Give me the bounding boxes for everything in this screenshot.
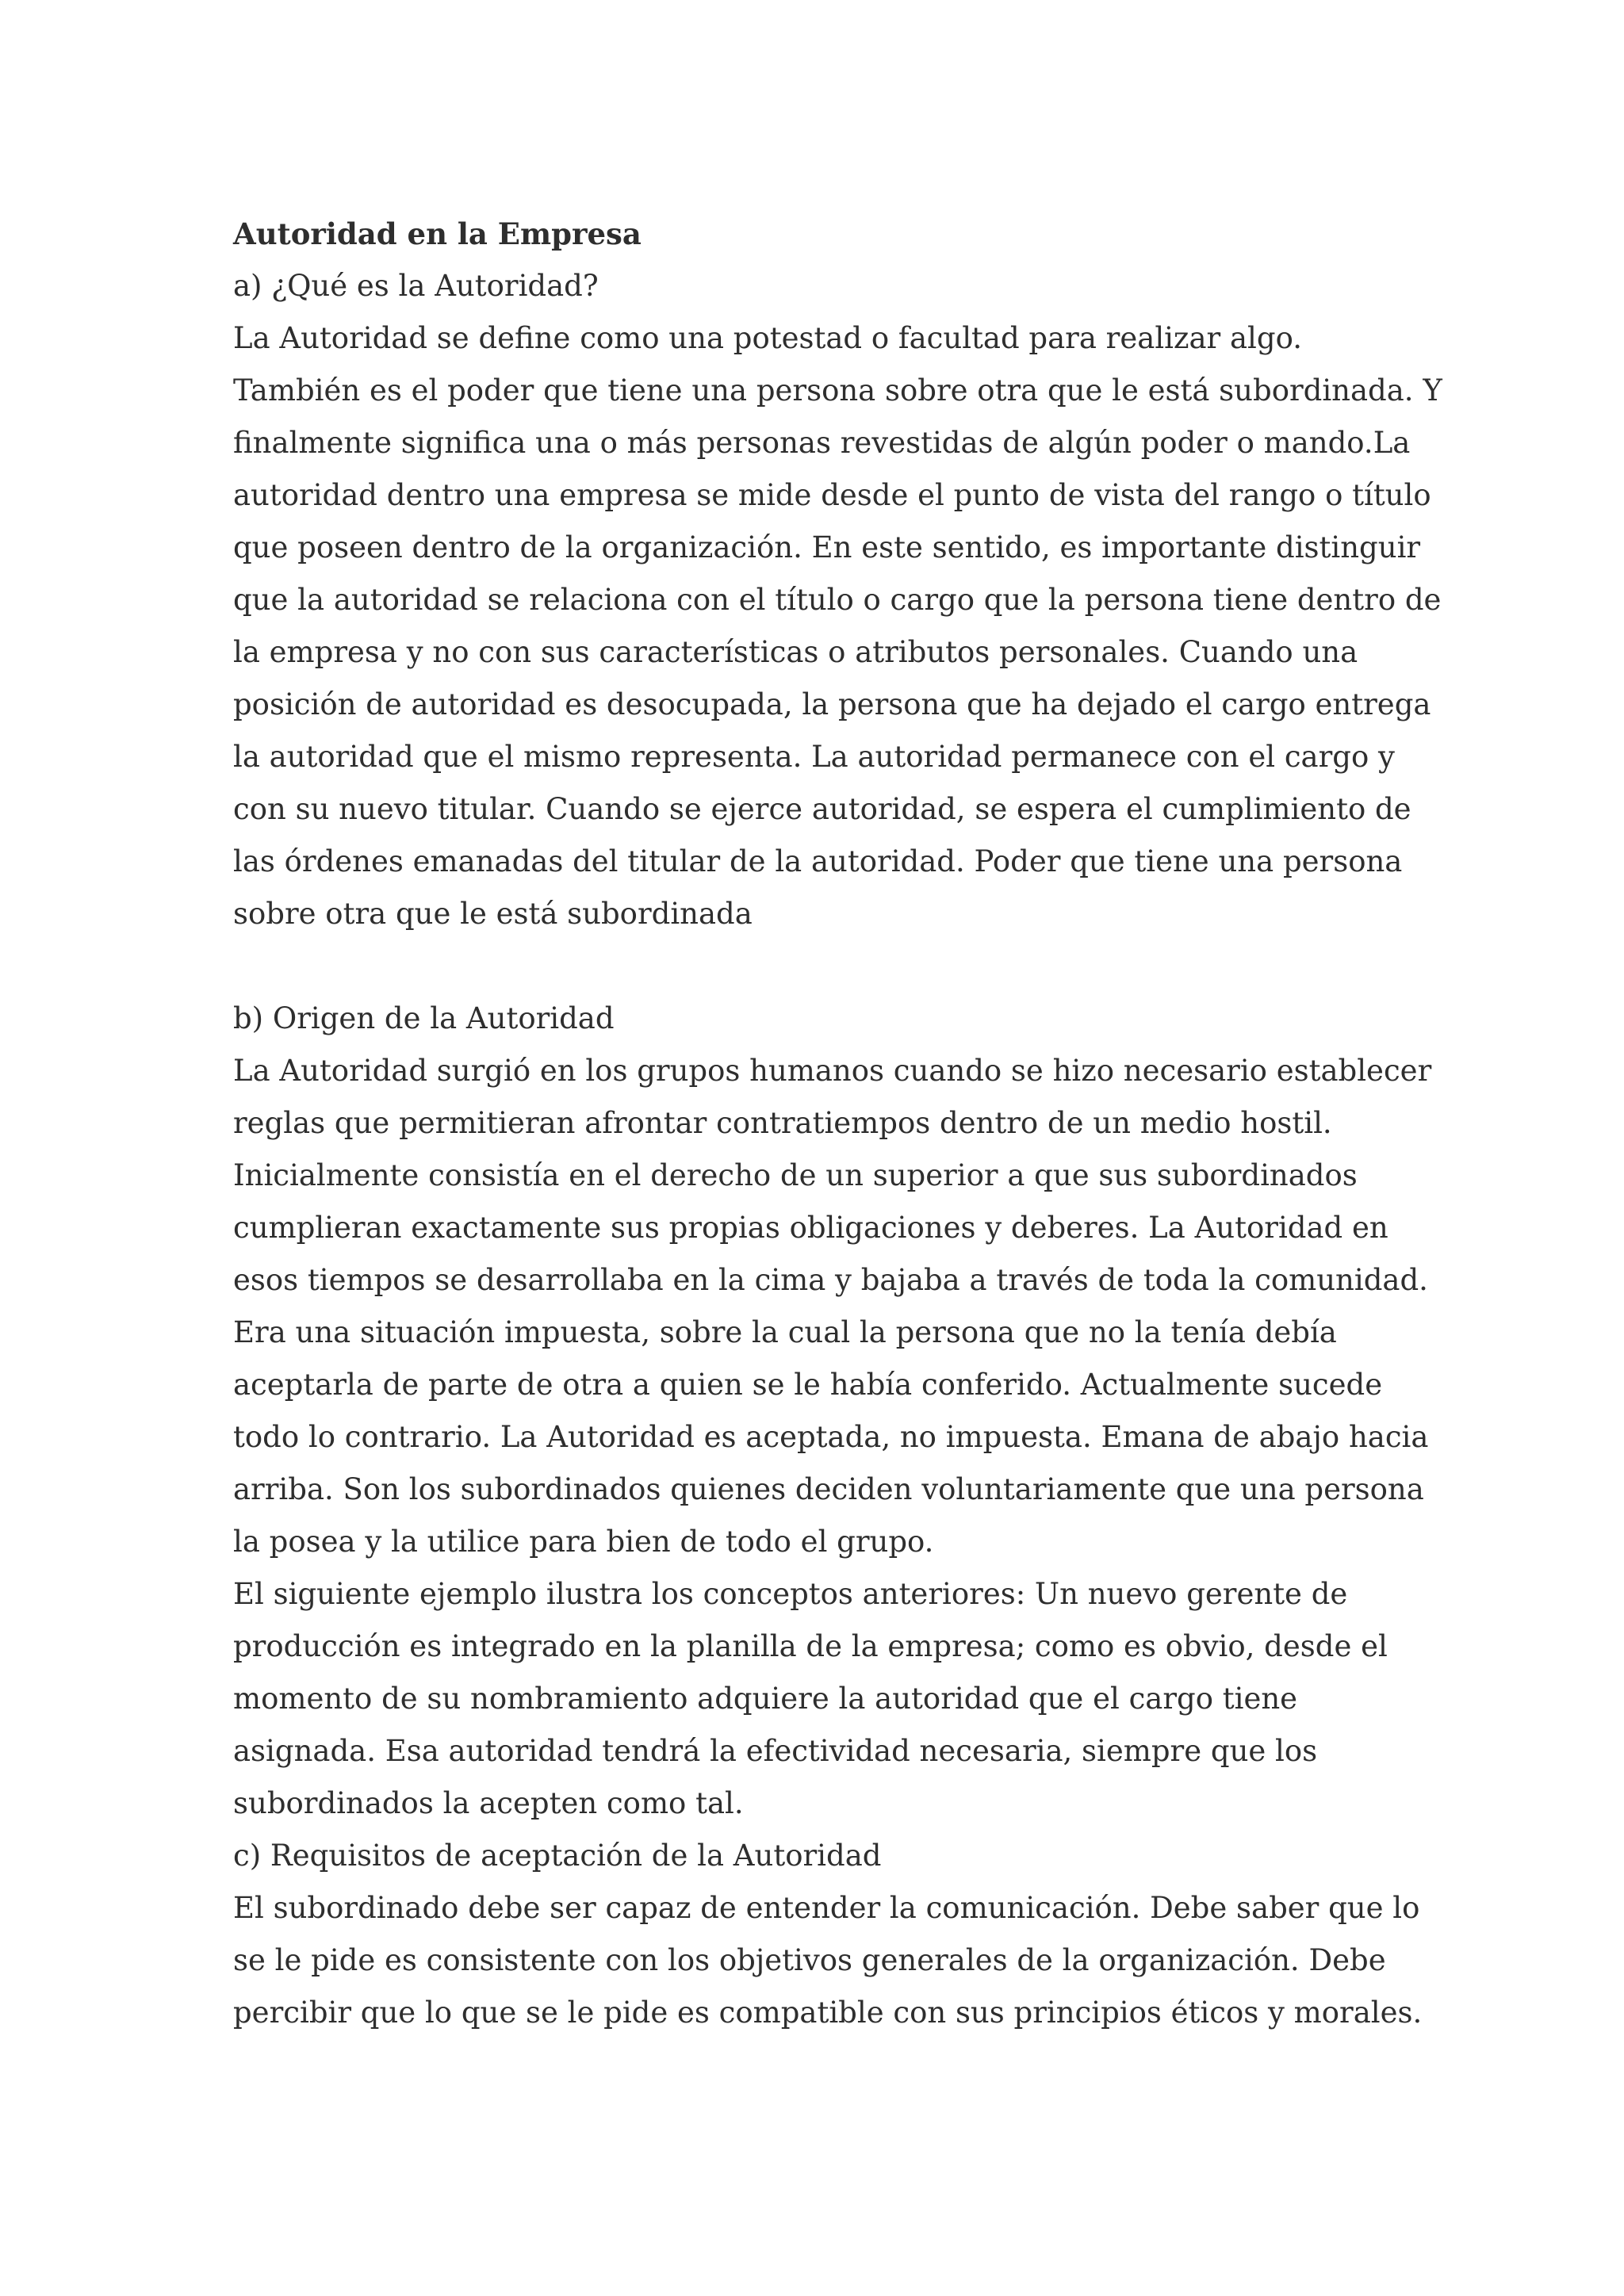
paragraph-line: reglas que permitieran afrontar contratiempos dentro de un medio hostil. <box>233 1106 1332 1140</box>
paragraph-line: El subordinado debe ser capaz de entender la comunicación. Debe saber que lo <box>233 1891 1420 1925</box>
paragraph-line: la autoridad que el mismo representa. La autoridad permanece con el cargo y <box>233 740 1395 774</box>
paragraph-line: Era una situación impuesta, sobre la cual la persona que no la tenía debía <box>233 1315 1337 1349</box>
paragraph-spacer <box>233 940 1438 993</box>
paragraph-line: momento de su nombramiento adquiere la autoridad que el cargo tiene <box>233 1682 1298 1716</box>
paragraph-line: Inicialmente consistía en el derecho de un superior a que sus subordinados <box>233 1158 1358 1192</box>
paragraph-line: que poseen dentro de la organización. En este sentido, es importante distinguir <box>233 530 1421 564</box>
section-heading-c: c) Requisitos de aceptación de la Autoridad <box>233 1839 882 1873</box>
paragraph-line: esos tiempos se desarrollaba en la cima y bajaba a través de toda la comunidad. <box>233 1263 1428 1297</box>
paragraph-line: aceptarla de parte de otra a quien se le había conferido. Actualmente sucede <box>233 1368 1383 1402</box>
section-heading-b: b) Origen de la Autoridad <box>233 1001 615 1035</box>
paragraph-line: la posea y la utilice para bien de todo el grupo. <box>233 1525 934 1559</box>
paragraph-line: la empresa y no con sus características o atributos personales. Cuando una <box>233 635 1358 669</box>
paragraph-line: posición de autoridad es desocupada, la persona que ha dejado el cargo entrega <box>233 687 1431 721</box>
paragraph-line: La Autoridad surgió en los grupos humanos cuando se hizo necesario establecer <box>233 1054 1432 1088</box>
paragraph-line: percibir que lo que se le pide es compatible con sus principios éticos y morales. <box>233 1996 1423 2030</box>
paragraph-line: También es el poder que tiene una persona sobre otra que le está subordinada. Y <box>233 373 1442 408</box>
section-heading-a: a) ¿Qué es la Autoridad? <box>233 269 599 303</box>
paragraph-line: las órdenes emanadas del titular de la autoridad. Poder que tiene una persona <box>233 844 1403 878</box>
paragraph-line: arriba. Son los subordinados quienes deciden voluntariamente que una persona <box>233 1472 1424 1506</box>
paragraph-line: producción es integrado en la planilla de la empresa; como es obvio, desde el <box>233 1629 1388 1663</box>
paragraph-line: asignada. Esa autoridad tendrá la efectividad necesaria, siempre que los <box>233 1734 1318 1768</box>
paragraph-line: se le pide es consistente con los objetivos generales de la organización. Debe <box>233 1943 1386 1977</box>
paragraph-line: La Autoridad se define como una potestad o facultad para realizar algo. <box>233 321 1302 355</box>
paragraph-line: cumplieran exactamente sus propias obligaciones y deberes. La Autoridad en <box>233 1211 1388 1245</box>
paragraph-line: autoridad dentro una empresa se mide desde el punto de vista del rango o título <box>233 478 1431 512</box>
paragraph-line: todo lo contrario. La Autoridad es aceptada, no impuesta. Emana de abajo hacia <box>233 1420 1429 1454</box>
document-title: Autoridad en la Empresa <box>233 216 642 251</box>
paragraph-line: subordinados la acepten como tal. <box>233 1786 744 1820</box>
paragraph-line: sobre otra que le está subordinada <box>233 897 753 931</box>
paragraph-line: finalmente significa una o más personas revestidas de algún poder o mando.La <box>233 426 1411 460</box>
paragraph-line: que la autoridad se relaciona con el título o cargo que la persona tiene dentro de <box>233 583 1442 617</box>
paragraph-line: El siguiente ejemplo ilustra los conceptos anteriores: Un nuevo gerente de <box>233 1577 1348 1611</box>
paragraph-line: con su nuevo titular. Cuando se ejerce autoridad, se espera el cumplimiento de <box>233 792 1411 826</box>
document-body <box>233 208 1442 2039</box>
